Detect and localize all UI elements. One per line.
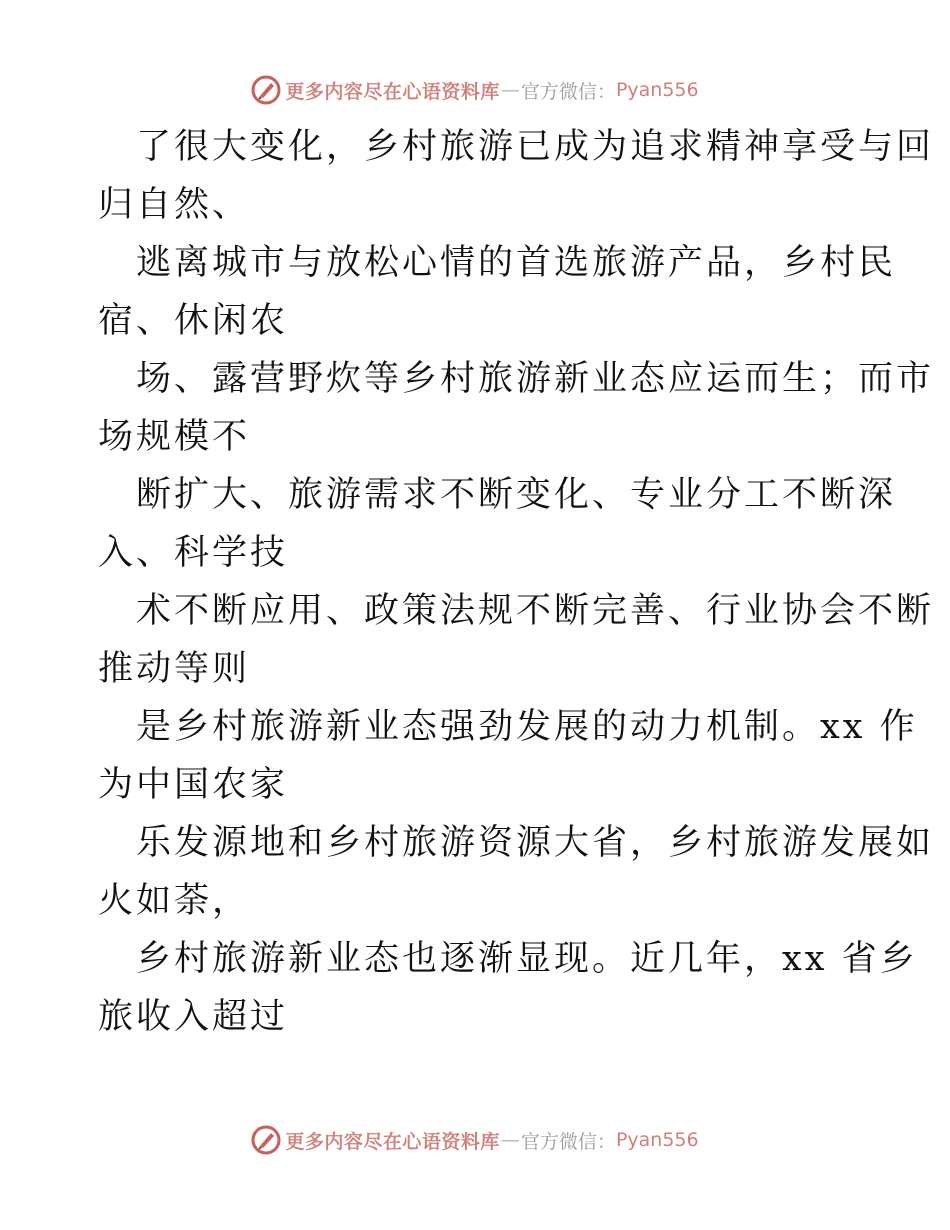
banner-wechat-label: 官方微信： [520,80,616,103]
header-banner [0,70,950,110]
text-line: 推动等则 [98,649,251,689]
text-line: 场、露营野炊等乡村旅游新业态应运而生；而市 [136,359,935,399]
text-line: 逃离城市与放松心情的首选旅游产品，乡村民 [136,243,897,283]
text-line: 断扩大、旅游需求不断变化、专业分工不断深 [136,475,897,515]
banner-wechat-id: Pyan556 [615,79,699,101]
text-line: 宿、休闲农 [98,301,289,341]
text-line: 旅收入超过 [98,997,289,1037]
text-line: 入、科学技 [98,533,289,573]
text-line: 是乡村旅游新业态强劲发展的动力机制。xx 作 [136,707,918,747]
banner-wechat-id: Pyan556 [615,1129,699,1151]
banner-text: 更多内容尽在心语资料库 [285,1130,500,1153]
banner-dash: — [500,1129,520,1151]
quill-pen-icon [251,1125,281,1155]
text-line: 术不断应用、政策法规不断完善、行业协会不断 [136,591,935,631]
banner-wechat-label: 官方微信： [520,1130,616,1153]
quill-pen-icon [251,75,281,105]
text-line: 归自然、 [98,185,251,225]
text-line: 了很大变化，乡村旅游已成为追求精神享受与回 [136,127,935,167]
document-body [98,118,935,1046]
text-line: 场规模不 [98,417,251,457]
banner-text: 更多内容尽在心语资料库 [285,80,500,103]
banner-dash: — [500,79,520,101]
footer-banner [0,1120,950,1160]
text-line: 火如荼， [98,881,251,921]
text-line: 乐发源地和乡村旅游资源大省，乡村旅游发展如 [136,823,935,863]
text-line: 为中国农家 [98,765,289,805]
text-line: 乡村旅游新业态也逐渐显现。近几年，xx 省乡 [136,939,918,979]
